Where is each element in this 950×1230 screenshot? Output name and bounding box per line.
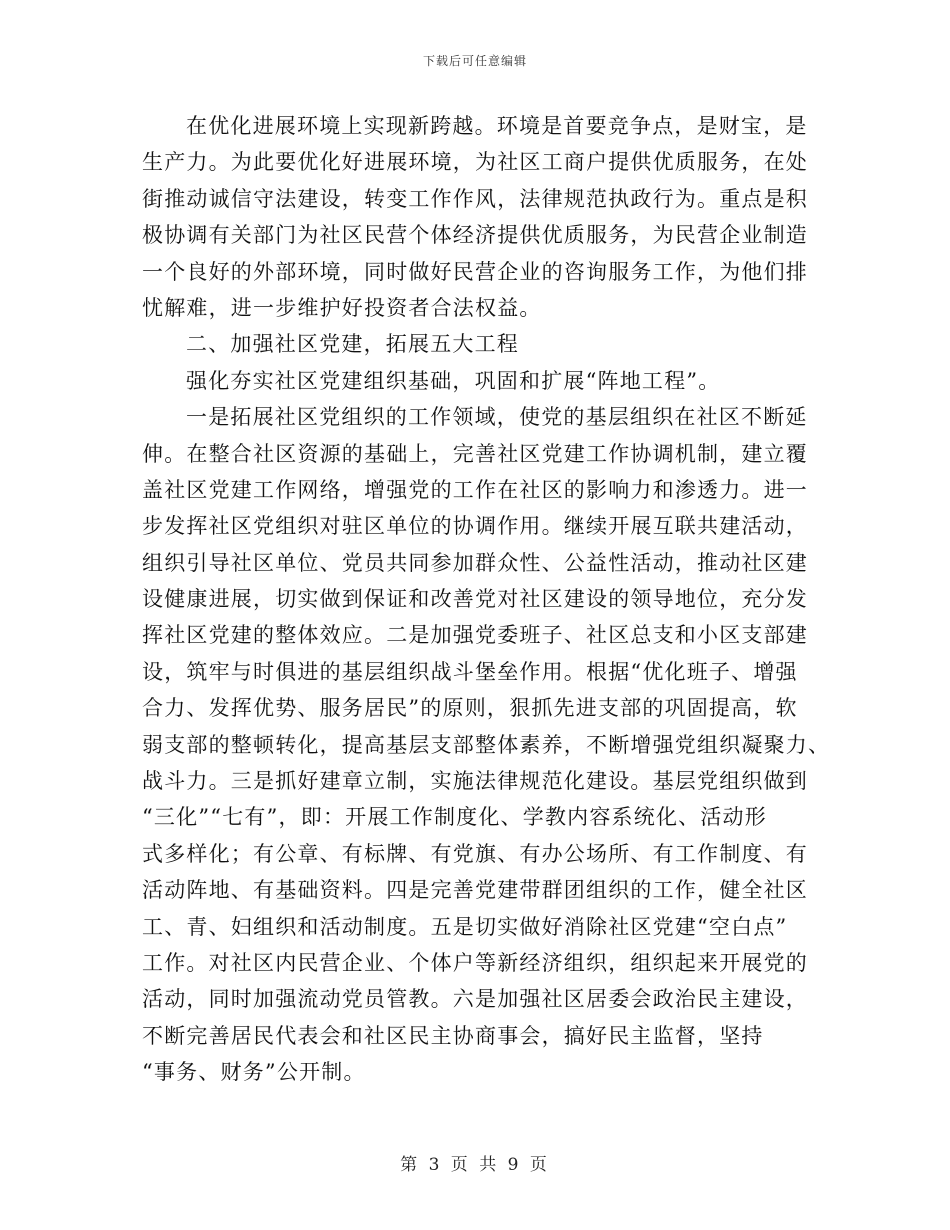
paragraph-line: 挥社区党建的整体效应。二是加强党委班子、社区总支和小区支部建 (142, 623, 808, 648)
paragraph-line: 强化夯实社区党建组织基础，巩固和扩展“阵地工程”。 (186, 368, 721, 393)
paragraph-line: “事务、财务”公开制。 (142, 1060, 366, 1085)
page-number: 第 3 页 共 9 页 (400, 1155, 550, 1175)
paragraph-line: 步发挥社区党组织对驻区单位的协调作用。继续开展互联共建活动， (142, 514, 808, 539)
paragraph-line: 合力、发挥优势、服务居民”的原则，狠抓先进支部的巩固提高，软 (142, 696, 798, 721)
paragraph-line: “三化”“七有”，即：开展工作制度化、学教内容系统化、活动形 (142, 805, 767, 830)
paragraph-line: 一个良好的外部环境，同时做好民营企业的咨询服务工作，为他们排 (142, 259, 808, 284)
paragraph-line: 活动，同时加强流动党员管教。六是加强社区居委会政治民主建设， (142, 987, 808, 1012)
paragraph-line: 组织引导社区单位、党员共同参加群众性、公益性活动，推动社区建 (142, 550, 808, 575)
paragraph-line: 活动阵地、有基础资料。四是完善党建带群团组织的工作，健全社区 (142, 878, 808, 903)
paragraph-line: 不断完善居民代表会和社区民主协商事会，搞好民主监督，坚持 (142, 1023, 764, 1048)
paragraph-line: 工、青、妇组织和活动制度。五是切实做好消除社区党建“空白点” (142, 914, 788, 939)
paragraph-line: 弱支部的整顿转化，提高基层支部整体素养，不断增强党组织凝聚力、 (142, 732, 831, 757)
paragraph-line: 极协调有关部门为社区民营个体经济提供优质服务，为民营企业制造 (142, 223, 808, 248)
paragraph-line: 伸。在整合社区资源的基础上，完善社区党建工作协调机制，建立覆 (142, 441, 808, 466)
paragraph-line: 街推动诚信守法建设，转变工作作风，法律规范执政行为。重点是积 (142, 186, 808, 211)
section-heading: 二、加强社区党建，拓展五大工程 (186, 332, 519, 357)
paragraph-line: 忧解难，进一步维护好投资者合法权益。 (142, 295, 542, 320)
paragraph-line: 在优化进展环境上实现新跨越。环境是首要竞争点，是财宝，是 (186, 114, 808, 138)
paragraph-line: 设健康进展，切实做到保证和改善党对社区建设的领导地位，充分发 (142, 587, 808, 612)
paragraph-line: 盖社区党建工作网络，增强党的工作在社区的影响力和渗透力。进一 (142, 477, 808, 502)
paragraph-line: 生产力。为此要优化好进展环境，为社区工商户提供优质服务，在处 (142, 150, 808, 175)
paragraph-line: 战斗力。三是抓好建章立制，实施法律规范化建设。基层党组织做到 (142, 769, 808, 794)
page-header: 下载后可任意编辑 (422, 54, 527, 68)
paragraph-line: 设，筑牢与时俱进的基层组织战斗堡垒作用。根据“优化班子、增强 (142, 659, 798, 684)
paragraph-line: 式多样化；有公章、有标牌、有党旗、有办公场所、有工作制度、有 (142, 841, 808, 866)
document-body (142, 108, 831, 1091)
paragraph-line: 工作。对社区内民营企业、个体户等新经济组织，组织起来开展党的 (142, 950, 808, 975)
paragraph-line: 一是拓展社区党组织的工作领域，使党的基层组织在社区不断延 (186, 405, 808, 430)
